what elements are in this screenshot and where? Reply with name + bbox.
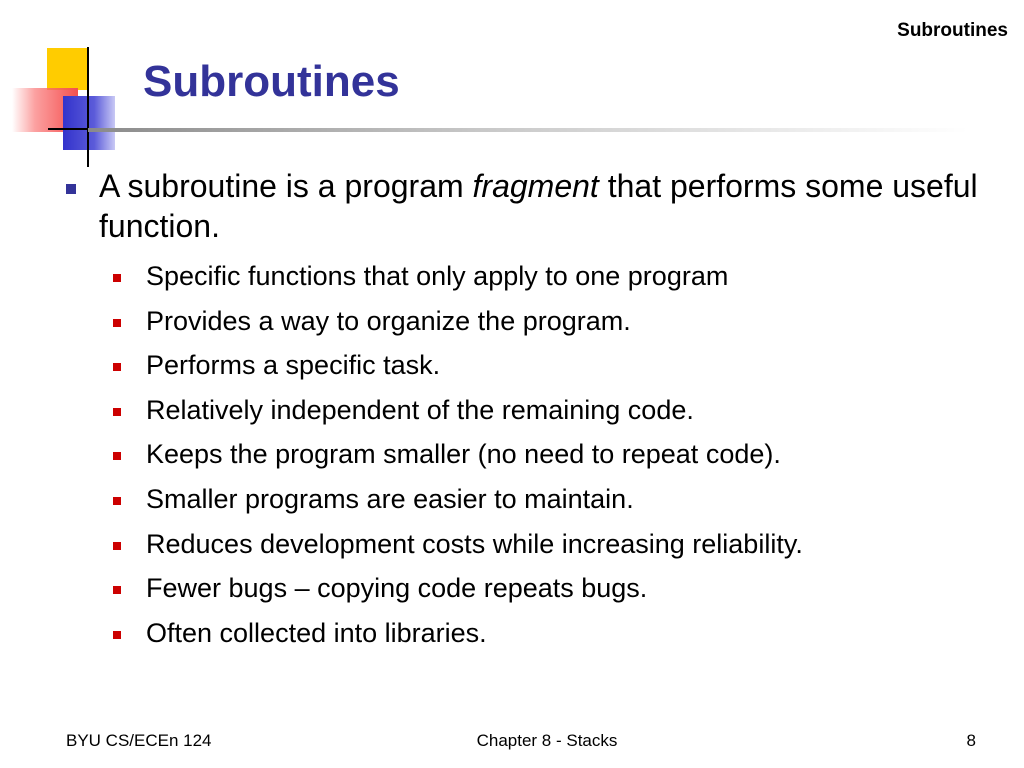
- sub-bullet-marker: [113, 363, 121, 371]
- sub-bullet-label: Provides a way to organize the program.: [146, 305, 631, 336]
- main-bullet-text-emphasis: fragment: [472, 168, 599, 204]
- sub-bullet-marker: [113, 319, 121, 327]
- sub-bullet-label: Fewer bugs – copying code repeats bugs.: [146, 573, 648, 604]
- sub-bullet-marker: [113, 274, 121, 282]
- sub-bullet-list: [113, 256, 1003, 657]
- sub-bullet-label: Reduces development costs while increasing reliability.: [146, 528, 803, 559]
- sub-bullet-item: [113, 390, 1003, 435]
- sub-bullet-marker: [113, 542, 121, 550]
- slide-title: Subroutines: [143, 57, 400, 106]
- sub-bullet-item: [113, 434, 1003, 479]
- sub-bullet-item: [113, 613, 1003, 658]
- sub-bullet-item: [113, 524, 1003, 569]
- main-bullet-marker: [66, 184, 76, 194]
- logo-blue-square: [63, 96, 115, 150]
- sub-bullet-marker: [113, 586, 121, 594]
- main-bullet-text-after: that performs some useful function.: [99, 168, 978, 244]
- sub-bullet-item: [113, 345, 1003, 390]
- header-section-label: Subroutines: [897, 20, 1008, 41]
- sub-bullet-label: Relatively independent of the remaining code.: [146, 394, 694, 425]
- sub-bullet-marker: [113, 408, 121, 416]
- sub-bullet-marker: [113, 452, 121, 460]
- sub-bullet-item: [113, 568, 1003, 613]
- sub-bullet-marker: [113, 497, 121, 505]
- sub-bullet-item: [113, 301, 1003, 346]
- footer-course-label: BYU CS/ECEn 124: [66, 731, 212, 750]
- sub-bullet-label: Smaller programs are easier to maintain.: [146, 483, 634, 514]
- logo-yellow-square: [47, 48, 89, 90]
- sub-bullet-label: Keeps the program smaller (no need to repeat code).: [146, 439, 781, 470]
- sub-bullet-label: Often collected into libraries.: [146, 617, 487, 648]
- footer-page-number: 8: [966, 731, 976, 750]
- logo-vertical-line: [87, 47, 89, 167]
- footer-chapter-label: Chapter 8 - Stacks: [476, 731, 618, 750]
- sub-bullet-marker: [113, 631, 121, 639]
- sub-bullet-item: [113, 256, 1003, 301]
- main-bullet: [66, 166, 986, 246]
- sub-bullet-label: Specific functions that only apply to one program: [146, 261, 729, 291]
- sub-bullet-item: [113, 479, 1003, 524]
- title-underline-rule: [88, 128, 968, 132]
- main-bullet-text: [99, 166, 986, 246]
- sub-bullet-label: Performs a specific task.: [146, 350, 441, 381]
- main-bullet-text-before: A subroutine is a program: [99, 168, 473, 204]
